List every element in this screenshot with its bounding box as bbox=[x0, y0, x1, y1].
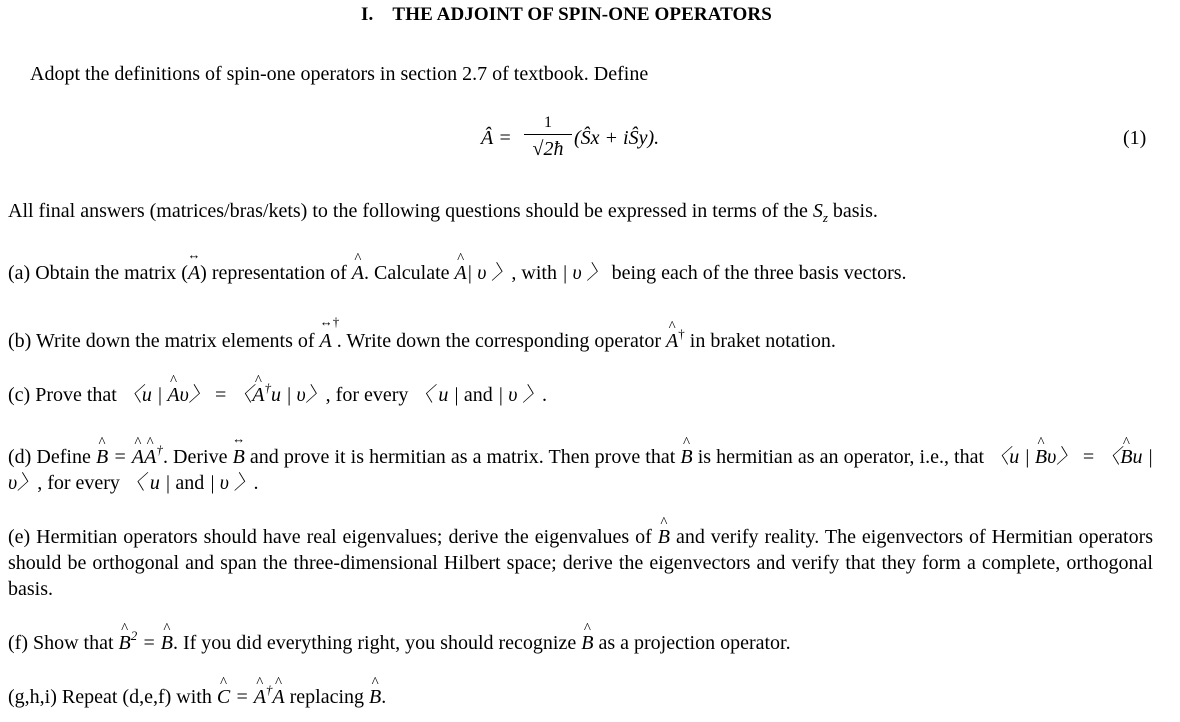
equation-rhs: (Ŝx + iŜy). bbox=[574, 127, 660, 149]
question-label: (b) bbox=[8, 330, 32, 352]
question-e: (e) Hermitian operators should have real eigenvalues; derive the eigenvalues of B ^ and verify reality. The eigenvectors of Hermitian operators should be orthogonal and span the three-dimensional Hilbert space; derive the eigenvectors and verify that they form a complete, orthogonal basis. bbox=[8, 524, 1153, 602]
basis-note: All final answers (matrices/bras/kets) to the following questions should be expressed in terms of the $S_z$ basis. bbox=[8, 200, 878, 225]
question-label: (a) bbox=[8, 262, 31, 284]
question-c: (c) Prove that 〈u | A ^υ〉 = 〈A ^†u | υ〉, for every 〈 u | and | υ 〉. bbox=[8, 382, 547, 408]
section-heading bbox=[361, 2, 772, 28]
question-label: (g,h,i) bbox=[8, 686, 57, 708]
question-label: (d) bbox=[8, 446, 32, 468]
question-label: (e) bbox=[8, 526, 31, 548]
equation-number: (1) bbox=[1123, 127, 1147, 149]
equation-denominator: √2ħ bbox=[524, 134, 572, 163]
question-d: (d) Define B ^ = A ^A ^†. Derive ↔ B and prove it is hermitian as a matrix. Then prove that B ^ is hermitian as an operator, i.e., that 〈u | B ^υ〉 = 〈B ^u | υ〉, for every 〈 u | and | υ 〉. bbox=[8, 444, 1153, 496]
section-title: THE ADJOINT OF SPIN-ONE OPERATORS bbox=[392, 4, 772, 25]
equation-numerator: 1 bbox=[544, 114, 552, 131]
question-a: (a) Obtain the matrix (↔ A) representation of A ^. Calculate A ^| υ 〉, with | υ 〉 being each of the three basis vectors. bbox=[8, 260, 907, 286]
equation-lhs: Â = bbox=[481, 127, 512, 149]
question-label: (c) bbox=[8, 384, 31, 406]
question-f: (f) Show that B ^$^2$ = B ^. If you did everything right, you should recognize B ^ as a projection operator. bbox=[8, 630, 791, 656]
intro-text: Adopt the definitions of spin-one operators in section 2.7 of textbook. Define bbox=[30, 63, 649, 85]
question-label: (f) bbox=[8, 632, 28, 654]
question-ghi: (g,h,i) Repeat (d,e,f) with C ^ = A ^†A ^ replacing B ^. bbox=[8, 684, 386, 710]
question-b: (b) Write down the matrix elements of ↔† A . Write down the corresponding operator A ^† in braket notation. bbox=[8, 328, 836, 354]
section-number: I. bbox=[361, 4, 374, 25]
equation-fraction bbox=[524, 112, 572, 163]
